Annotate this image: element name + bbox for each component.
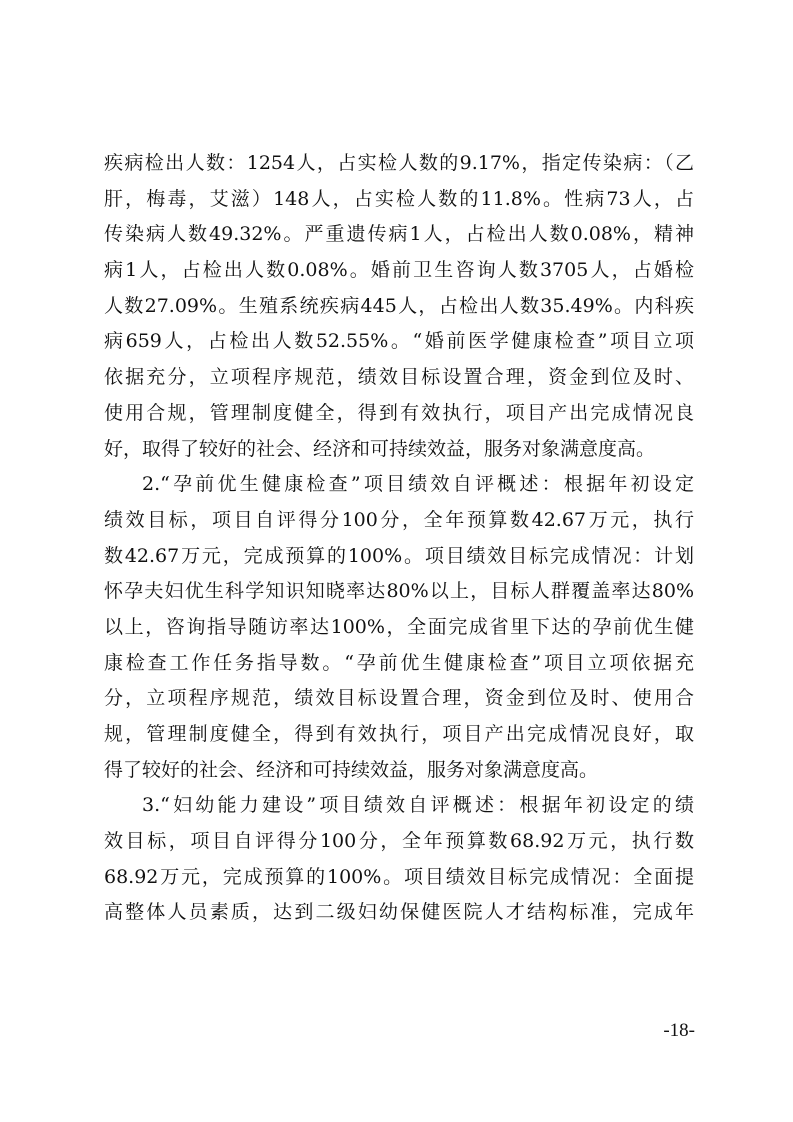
- text-line: 得了较好的社会、经济和可持续效益，服务对象满意度高。: [104, 758, 599, 781]
- text-line: 人数27.09%。生殖系统疾病445人，占检出人数35.49%。内科疾: [104, 294, 694, 317]
- paragraph-start-line: 2.“孕前优生健康检查”项目绩效自评概述：根据年初设定: [142, 473, 694, 496]
- paragraph-start-line: 3.“妇幼能力建设”项目绩效自评概述：根据年初设定的绩: [142, 794, 694, 817]
- text-line: 分，立项程序规范，绩效目标设置合理，资金到位及时、使用合: [104, 687, 694, 710]
- text-line: 病1人，占检出人数0.08%。婚前卫生咨询人数3705人，占婚检: [104, 259, 694, 282]
- text-line: 使用合规，管理制度健全，得到有效执行，项目产出完成情况良: [104, 401, 694, 424]
- text-line: 68.92万元，完成预算的100%。项目绩效目标完成情况：全面提: [104, 865, 694, 888]
- text-line: 疾病检出人数：1254人，占实检人数的9.17%，指定传染病：（乙: [104, 152, 694, 174]
- text-line: 好，取得了较好的社会、经济和可持续效益，服务对象满意度高。: [104, 437, 656, 460]
- text-line: 高整体人员素质，达到二级妇幼保健医院人才结构标准，完成年: [104, 901, 694, 924]
- text-line: 传染病人数49.32%。严重遗传病1人，占检出人数0.08%，精神: [104, 223, 694, 246]
- text-line: 依据充分，立项程序规范，绩效目标设置合理，资金到位及时、: [104, 366, 694, 389]
- text-line: 效目标，项目自评得分100分，全年预算数68.92万元，执行数: [104, 830, 694, 853]
- text-line: 数42.67万元，完成预算的100%。项目绩效目标完成情况：计划: [104, 544, 694, 567]
- text-line: 怀孕夫妇优生科学知识知晓率达80%以上，目标人群覆盖率达80%: [104, 580, 694, 603]
- text-line: 肝，梅毒，艾滋）148人，占实检人数的11.8%。性病73人，占: [104, 187, 694, 210]
- text-line: 规，管理制度健全，得到有效执行，项目产出完成情况良好，取: [104, 723, 694, 745]
- text-line: 绩效目标，项目自评得分100分，全年预算数42.67万元，执行: [104, 508, 694, 531]
- document-body: [104, 146, 694, 931]
- page-number: -18-: [663, 1020, 695, 1041]
- text-line: 康检查工作任务指导数。“孕前优生健康检查”项目立项依据充: [104, 651, 694, 674]
- text-line: 以上，咨询指导随访率达100%，全面完成省里下达的孕前优生健: [104, 615, 694, 638]
- text-line: 病659人，占检出人数52.55%。“婚前医学健康检查”项目立项: [104, 330, 694, 353]
